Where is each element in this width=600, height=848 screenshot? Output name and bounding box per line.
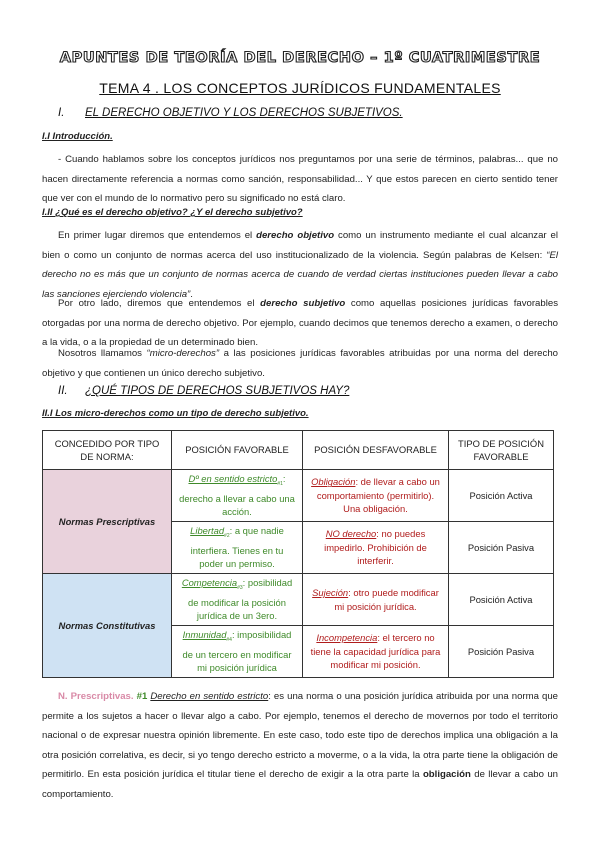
text: : a que nadie interfiera. Tienes en tu poder un permiso. <box>190 525 284 570</box>
text: : es una norma o una posición jurídica atribuida por una norma que permite a los sujetos a hacer o llevar algo a cabo. Por ejemplo, tenemos el derecho de movernos por todo el territorio nacional o de expresar nuestra opinión libremente. En este caso, todo este tipo de derechos implica una obligación a la otra posición correlativa, es decir, si yo tengo derecho estricto a moverme, o a la vida, la otra parte tiene la obligación de permitirlo. En esta posición jurídica el titular tiene el derecho de exigir a la otra parte la <box>42 691 558 781</box>
ref: #3 <box>237 585 243 592</box>
document-title: APUNTES DE TEORÍA DEL DERECHO – 1º CUATRIMESTRE <box>59 50 541 66</box>
term: Derecho en sentido estricto <box>150 691 269 702</box>
term: Dº en sentido estricto <box>188 473 278 485</box>
favorable-cell <box>172 574 303 626</box>
text: En primer lugar diremos que entendemos el <box>58 230 257 241</box>
column-header: CONCEDIDO POR TIPO DE NORMA: <box>43 431 172 470</box>
unfavorable-cell <box>303 626 449 678</box>
favorable-cell <box>172 626 303 678</box>
text: . <box>190 288 193 300</box>
emphasis: derecho objetivo <box>256 230 335 241</box>
label: N. Prescriptivas. <box>58 691 134 702</box>
term: Incompetencia <box>316 632 378 644</box>
type-cell: Posición Activa <box>449 574 554 626</box>
term: Sujeción <box>312 587 349 598</box>
subsection-heading: I.I Introducción. <box>42 131 113 142</box>
group-cell: Normas Constitutivas <box>43 574 172 678</box>
ref: #1 <box>277 481 283 488</box>
table-row <box>43 574 554 626</box>
section-title: EL DERECHO OBJETIVO Y LOS DERECHOS SUBJETIVOS. <box>85 107 403 119</box>
type-cell: Posición Pasiva <box>449 522 554 574</box>
text: : el tercero no tiene la capacidad jurídica para modificar mi posición. <box>310 632 441 671</box>
emphasis: “micro-derechos” <box>146 348 220 359</box>
group-cell: Normas Prescriptivas <box>43 470 172 574</box>
subsection-heading: I.II ¿Qué es el derecho objetivo? ¿Y el derecho subjetivo? <box>42 207 303 218</box>
subsection-heading: II.I Los micro-derechos como un tipo de derecho subjetivo. <box>42 408 309 419</box>
column-header: POSICIÓN FAVORABLE <box>172 431 303 470</box>
section-number: I. <box>58 107 65 119</box>
ref: #4 <box>226 637 232 644</box>
table-row <box>43 470 554 522</box>
type-cell: Posición Pasiva <box>449 626 554 678</box>
text: : derecho a llevar a cabo una acción. <box>179 473 295 518</box>
type-cell: Posición Activa <box>449 470 554 522</box>
text: Nosotros llamamos <box>58 348 147 359</box>
paragraph <box>42 226 558 304</box>
rights-table <box>42 430 554 678</box>
text: a las posiciones jurídicas favorables atribuidas por una norma del derecho objetivo y que contienen un único derecho subjetivo. <box>42 348 558 379</box>
topic-title: TEMA 4 . LOS CONCEPTOS JURÍDICOS FUNDAMENTALES <box>99 80 501 96</box>
text: de llevar a cabo un comportamiento. <box>42 769 558 800</box>
section-title: ¿QUÉ TIPOS DE DERECHOS SUBJETIVOS HAY? <box>85 385 350 397</box>
table-header-row <box>43 431 554 470</box>
term: Libertad <box>190 525 225 537</box>
column-header: POSICIÓN DESFAVORABLE <box>303 431 449 470</box>
favorable-cell <box>172 470 303 522</box>
quote: “El derecho no es más que un conjunto de normas acerca de cuando de verdad ciertas instituciones pueden llevar a cabo las sanciones ejerciendo violencia” <box>42 249 558 300</box>
term: Competencia <box>181 577 238 589</box>
paragraph <box>42 687 558 805</box>
text: : otro puede modificar mi posición jurídica. <box>334 587 439 612</box>
text: Por otro lado, diremos que entendemos el <box>58 298 261 309</box>
text: : posibilidad de modificar la posición jurídica de un 3ero. <box>188 577 293 622</box>
text: : de llevar a cabo un comportamiento (permitirlo). Una obligación. <box>316 476 440 515</box>
section-heading-2 <box>58 385 349 397</box>
emphasis: obligación <box>422 769 471 781</box>
unfavorable-cell <box>303 522 449 574</box>
favorable-cell <box>172 522 303 574</box>
emphasis: derecho subjetivo <box>260 298 346 309</box>
paragraph: - Cuando hablamos sobre los conceptos jurídicos nos preguntamos por una serie de términos, palabras... que no hacen directamente referencia a normas como sanción, responsabilidad... Y que estos parecen en cierto sentido tener que ver con el mundo de lo normativo pero su significado no está claro. <box>42 154 558 205</box>
text: como aquellas posiciones jurídicas favorables otorgadas por una norma de derecho objetivo. Por ejemplo, cuando decimos que tenemos derecho a examen, o derecho a la vida, o a la propiedad de un determinado bien. <box>42 298 558 349</box>
ref: #2 <box>224 533 230 540</box>
unfavorable-cell <box>303 574 449 626</box>
paragraph <box>42 344 558 383</box>
section-heading-1 <box>58 107 403 119</box>
term: NO derecho <box>325 528 377 540</box>
section-number: II. <box>58 385 68 397</box>
term: Inmunidad <box>182 629 227 641</box>
text: : imposibilidad de un tercero en modificar mi posición jurídica <box>182 629 292 674</box>
term: Obligación <box>311 476 356 488</box>
text: como un instrumento mediante el cual alcanzar el bien o como un conjunto de normas acerca del uso institucionalizado de la violencia. Según palabras de Kelsen: <box>42 230 559 261</box>
unfavorable-cell <box>303 470 449 522</box>
column-header: TIPO DE POSICIÓN FAVORABLE <box>449 431 554 470</box>
text: : no puedes impedirlo. Prohibición de interferir. <box>324 528 427 567</box>
number: #1 <box>136 691 148 702</box>
